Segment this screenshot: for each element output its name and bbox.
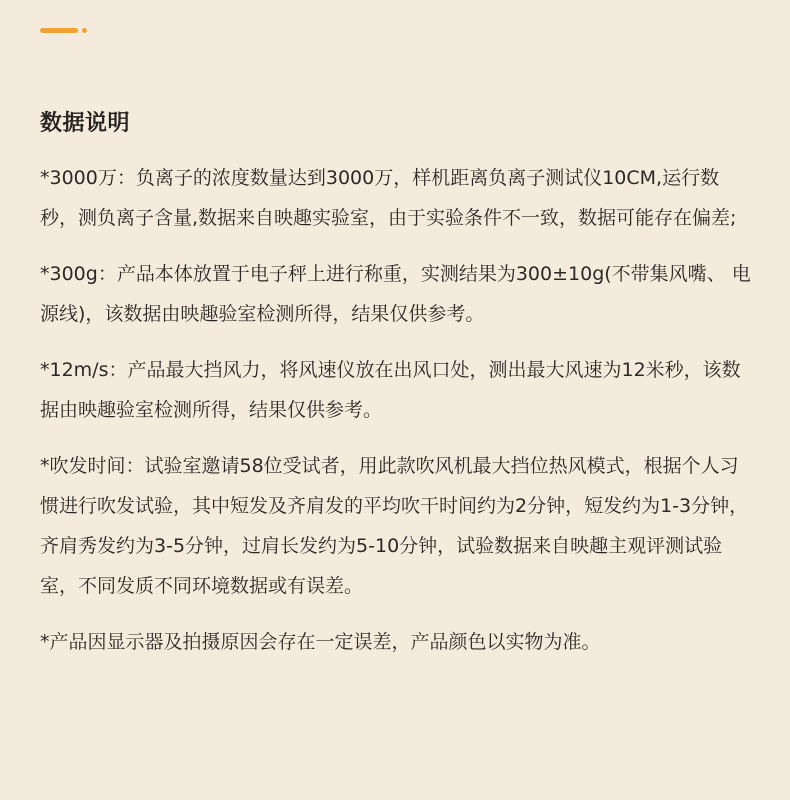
accent-decoration [40,28,100,34]
notes-content [40,158,752,678]
section-title: 数据说明 [40,111,131,136]
note-negative-ions: *3000万：负离子的浓度数量达到3000万，样机距离负离子测试仪10CM,运行数秒，测负离子含量,数据来自映趣实验室，由于实验条件不一致，数据可能存在偏差; [40,167,737,229]
accent-dot [82,28,87,33]
note-wind-speed: *12m/s：产品最大挡风力，将风速仪放在出风口处，测出最大风速为12米秒，该数据由映趣验室检测所得，结果仅供参考。 [40,359,741,421]
note-drying-time: *吹发时间：试验室邀请58位受试者，用此款吹风机最大挡位热风模式，根据个人习惯进行吹发试验，其中短发及齐肩发的平均吹干时间约为2分钟，短发约为1-3分钟，齐肩秀发约为3-5分钟，过肩长发约为5-10分钟，试验数据来自映趣主观评测试验室，不同发质不同环境数据或有误差。 [40,455,749,597]
accent-bar [40,28,78,33]
note-weight: *300g：产品本体放置于电子秤上进行称重，实测结果为300±10g(不带集风嘴、 电源线)，该数据由映趣验室检测所得，结果仅供参考。 [40,263,751,325]
note-color-disclaimer: *产品因显示器及拍摄原因会存在一定误差，产品颜色以实物为准。 [40,631,601,653]
